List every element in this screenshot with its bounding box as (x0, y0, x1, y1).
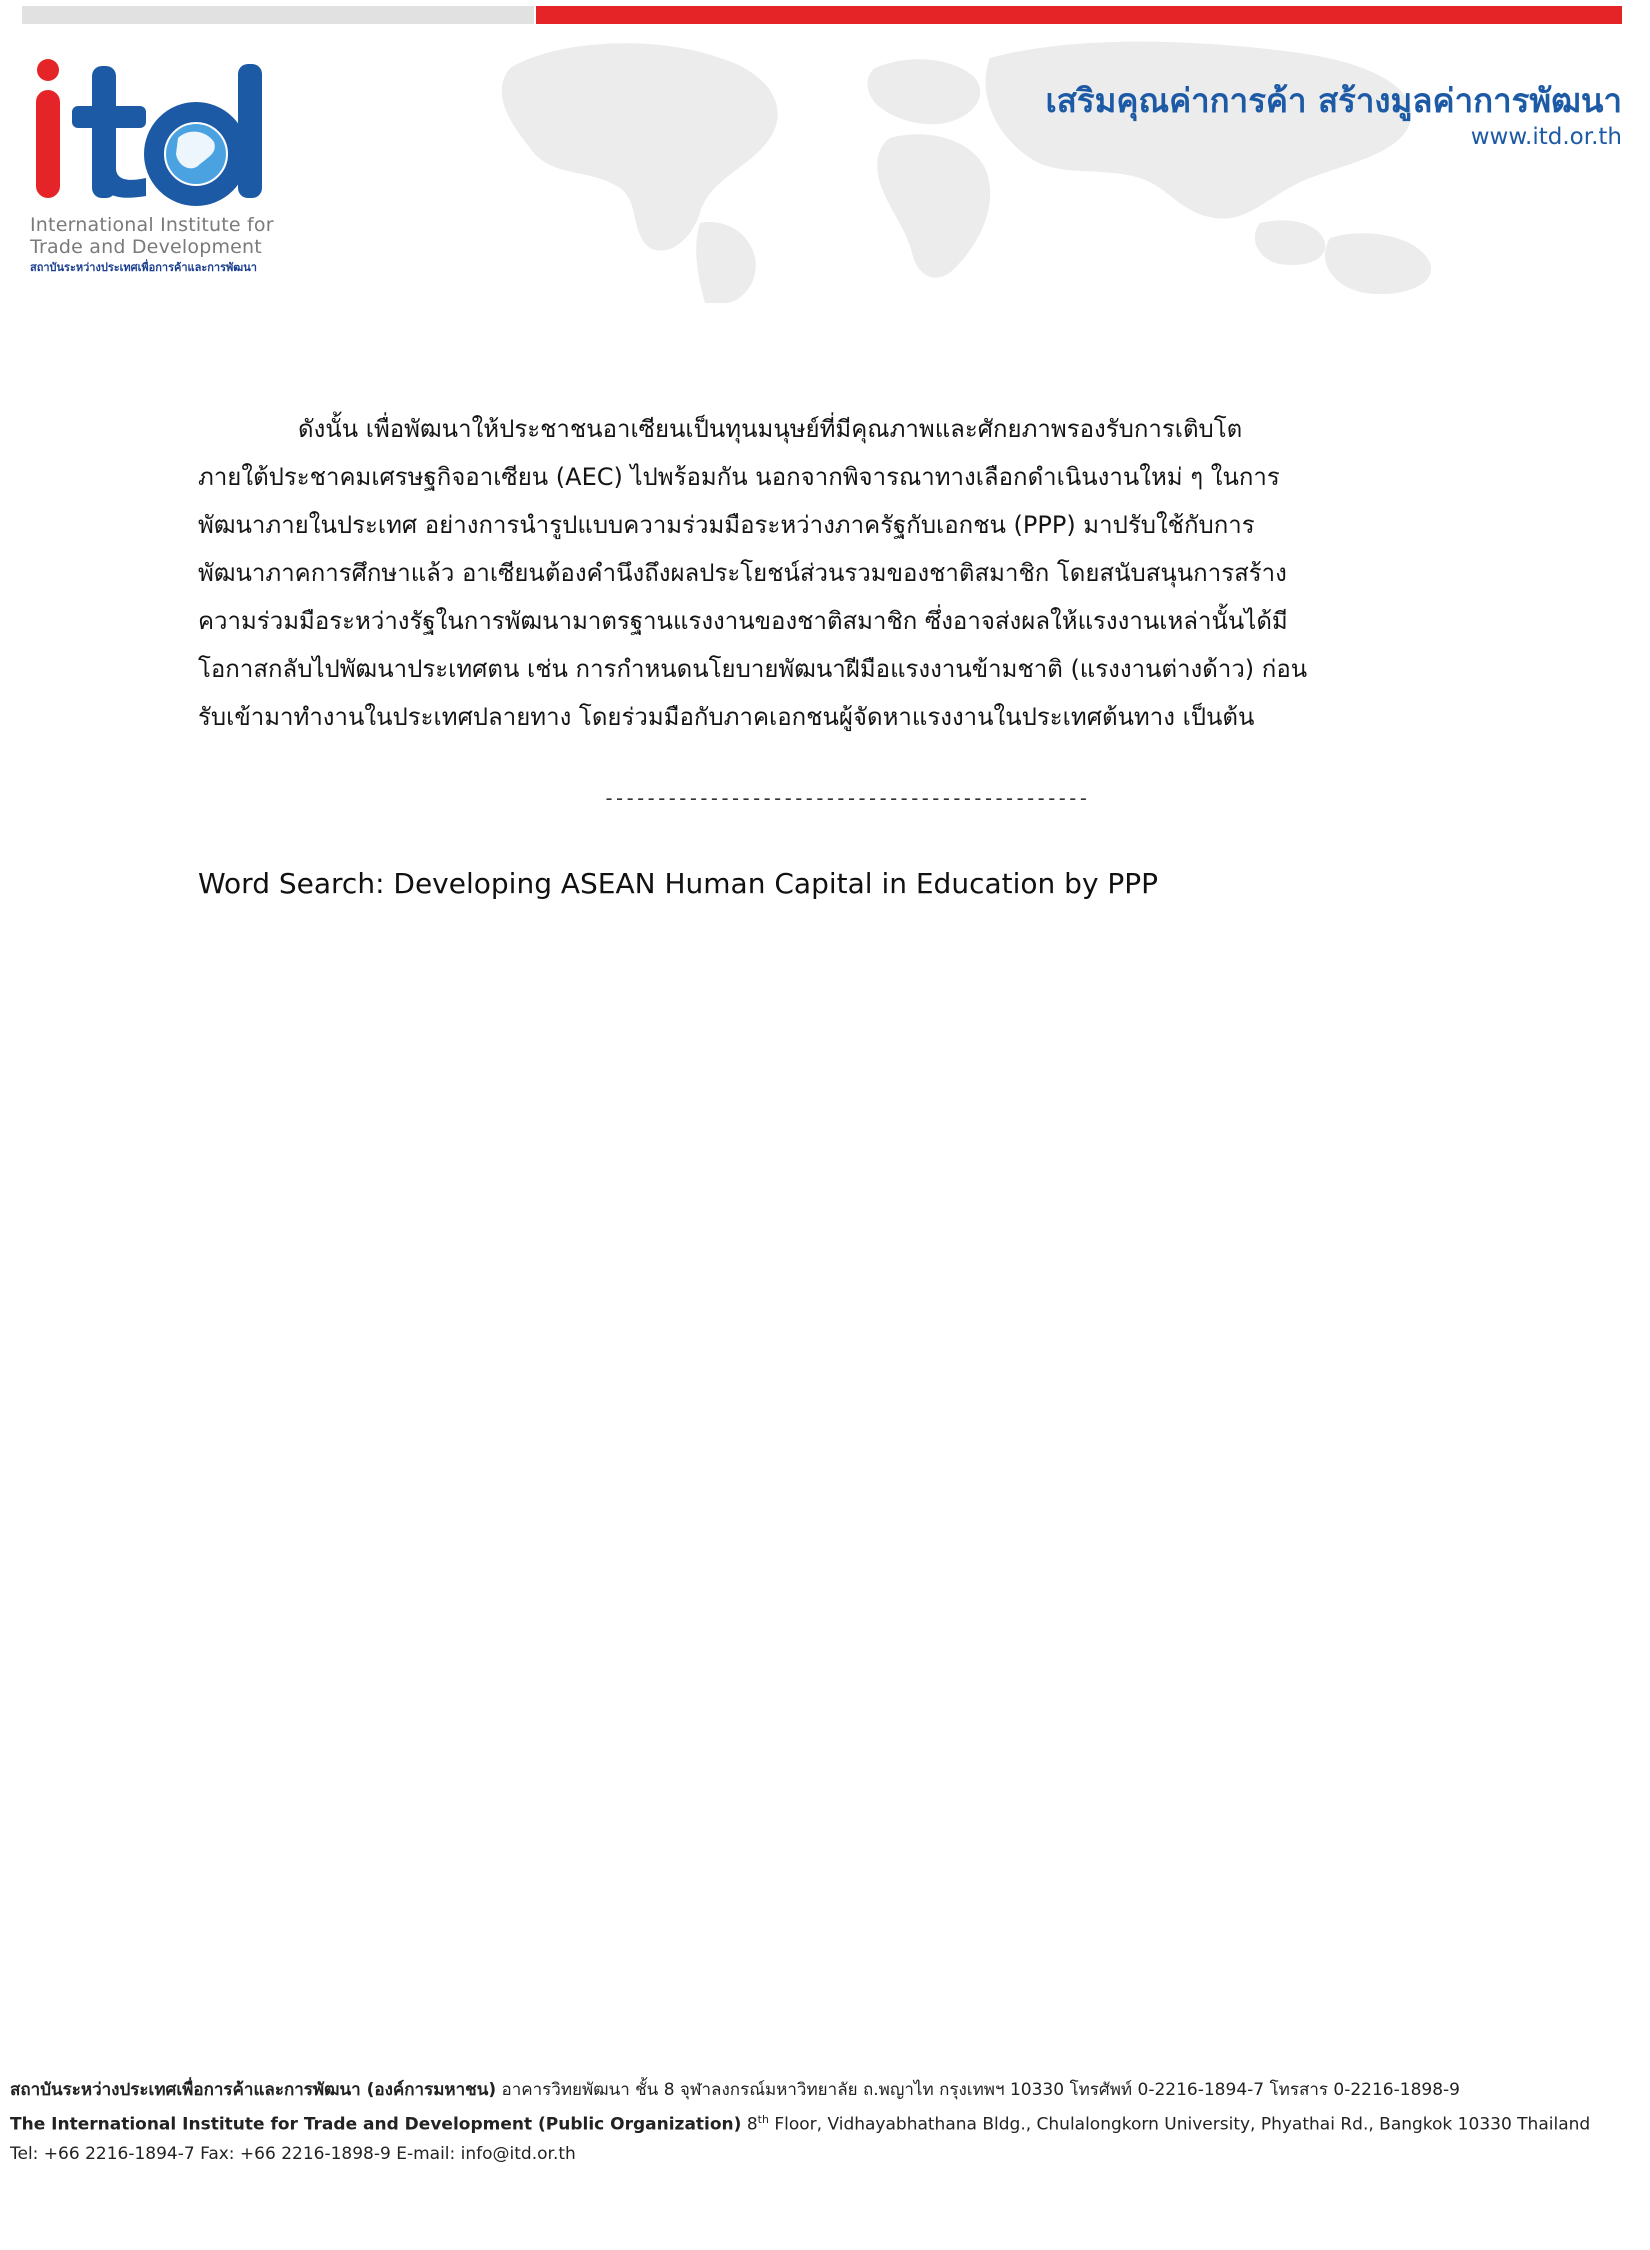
logo-thai-name: สถาบันระหว่างประเทศเพื่อการค้าและการพัฒนา (30, 261, 257, 274)
header-slogan: เสริมคุณค่าการค้า สร้างมูลค่าการพัฒนา (1045, 81, 1622, 120)
footer-english-rest: Floor, Vidhayabhathana Bldg., Chulalongkorn University, Phyathai Rd., Bangkok 10330 Thailand (768, 2114, 1591, 2135)
header-bar-grey (22, 6, 534, 24)
paragraph-line: พัฒนาภายในประเทศ อย่างการนำรูปแบบความร่วมมือระหว่างภาครัฐกับเอกชน (PPP) มาปรับใช้กับการ (198, 511, 1255, 539)
paragraph-line: ความร่วมมือระหว่างรัฐในการพัฒนามาตรฐานแรงงานของชาติสมาชิก ซึ่งอาจส่งผลให้แรงงานเหล่านั้นได้มี (198, 607, 1288, 635)
header-color-bar (22, 6, 1622, 24)
footer-thai-org: สถาบันระหว่างประเทศเพื่อการค้าและการพัฒนา (องค์การมหาชน) (10, 2080, 497, 2100)
footer-floor-suffix: th (757, 2113, 769, 2126)
page-footer (10, 2076, 1640, 2169)
itd-logo-mark-icon (28, 58, 288, 208)
footer-contact: Tel: +66 2216-1894-7 Fax: +66 2216-1898-9 E-mail: info@itd.or.th (10, 2143, 576, 2164)
paragraph-line: รับเข้ามาทำงานในประเทศปลายทาง โดยร่วมมือกับภาคเอกชนผู้จัดหาแรงงานในประเทศต้นทาง เป็นต้น (198, 703, 1255, 731)
word-search-line: Word Search: Developing ASEAN Human Capital in Education by PPP (198, 867, 1159, 900)
article-paragraph (198, 405, 1458, 741)
footer-floor: 8 (741, 2114, 758, 2135)
header-website-link[interactable]: www.itd.or.th (1470, 124, 1622, 150)
article-body (198, 405, 1458, 741)
paragraph-line: โอกาสกลับไปพัฒนาประเทศตน เช่น การกำหนดนโยบายพัฒนาฝีมือแรงงานข้ามชาติ (แรงงานต่างด้าว) ก่อน (198, 655, 1308, 683)
footer-thai-address (10, 2076, 1640, 2105)
paragraph-line: ดังนั้น เพื่อพัฒนาให้ประชาชนอาเซียนเป็นทุนมนุษย์ที่มีคุณภาพและศักยภาพรองรับการเติบโต (298, 415, 1243, 443)
paragraph-line: ภายใต้ประชาคมเศรษฐกิจอาเซียน (AEC) ไปพร้อมกัน นอกจากพิจารณาทางเลือกดำเนินงานใหม่ ๆ ในการ (198, 463, 1280, 491)
world-map-icon (470, 28, 1470, 303)
section-divider: ---------------------------------------------- (603, 786, 1088, 810)
logo-name-line2: Trade and Development (30, 236, 262, 258)
itd-logo (28, 58, 298, 278)
logo-name-line1: International Institute for (30, 214, 274, 236)
footer-english-address (10, 2105, 1640, 2140)
paragraph-line: พัฒนาภาคการศึกษาแล้ว อาเซียนต้องคำนึงถึงผลประโยชน์ส่วนรวมของชาติสมาชิก โดยสนับสนุนการสร้าง (198, 559, 1287, 587)
footer-english-org: The International Institute for Trade and Development (Public Organization) (10, 2114, 742, 2135)
logo-institute-name (30, 214, 274, 258)
footer-thai-rest: อาคารวิทยพัฒนา ชั้น 8 จุฬาลงกรณ์มหาวิทยาลัย ถ.พญาไท กรุงเทพฯ 10330 โทรศัพท์ 0-2216-1894-7 โทรสาร 0-2216-1898-9 (496, 2080, 1460, 2100)
header-bar-red (536, 6, 1622, 24)
